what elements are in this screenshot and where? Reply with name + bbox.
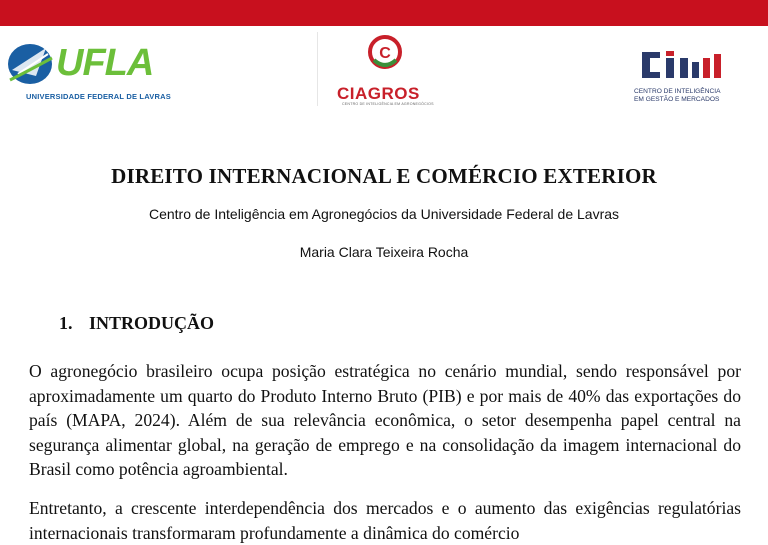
header-color-bar	[0, 0, 768, 26]
ciagros-name: CIAGROS	[337, 84, 420, 103]
section-heading	[59, 313, 214, 334]
ufla-logo	[6, 40, 171, 106]
logo-separator	[317, 32, 318, 106]
ufla-caption: UNIVERSIDADE FEDERAL DE LAVRAS	[26, 92, 171, 101]
section-number: 1.	[59, 313, 73, 333]
ciagros-logo	[330, 34, 440, 108]
cim-logo	[630, 48, 750, 104]
section-title: INTRODUÇÃO	[89, 313, 215, 333]
cim-caption-line-1: CENTRO DE INTELIGÊNCIA	[634, 88, 721, 95]
document-title: DIREITO INTERNACIONAL E COMÉRCIO EXTERIOR	[111, 164, 657, 188]
cim-caption-line-2: EM GESTÃO E MERCADOS	[634, 96, 720, 103]
cim-emblem-icon	[630, 48, 740, 82]
ciagros-emblem-icon	[330, 34, 440, 84]
paragraph: O agronegócio brasileiro ocupa posição estratégica no cenário mundial, sendo responsável por aproximadamente um quarto do Produto Interno Bruto (PIB) e por mais de 40% das exportações do país (MAPA, 2024). Além de sua relevância econômica, o setor desempenha papel central na segurança alimentar global, na geração de emprego e na consolidação da imagem internacional do Brasil como potência agroambiental.	[29, 361, 741, 479]
paragraph: Entretanto, a crescente interdependência dos mercados e o aumento das exigências regulatórias internacionais transformaram profundamente a dinâmica do comércio	[29, 498, 741, 543]
cim-caption	[634, 88, 720, 104]
document-subtitle: Centro de Inteligência em Agronegócios da Universidade Federal de Lavras	[148, 206, 620, 222]
svg-text:C: C	[379, 45, 391, 62]
ufla-wordmark: UFLA	[56, 42, 154, 84]
document-author: Maria Clara Teixeira Rocha	[299, 244, 469, 260]
ciagros-tagline: CENTRO DE INTELIGÊNCIA EM AGRONEGÓCIOS	[342, 102, 434, 106]
